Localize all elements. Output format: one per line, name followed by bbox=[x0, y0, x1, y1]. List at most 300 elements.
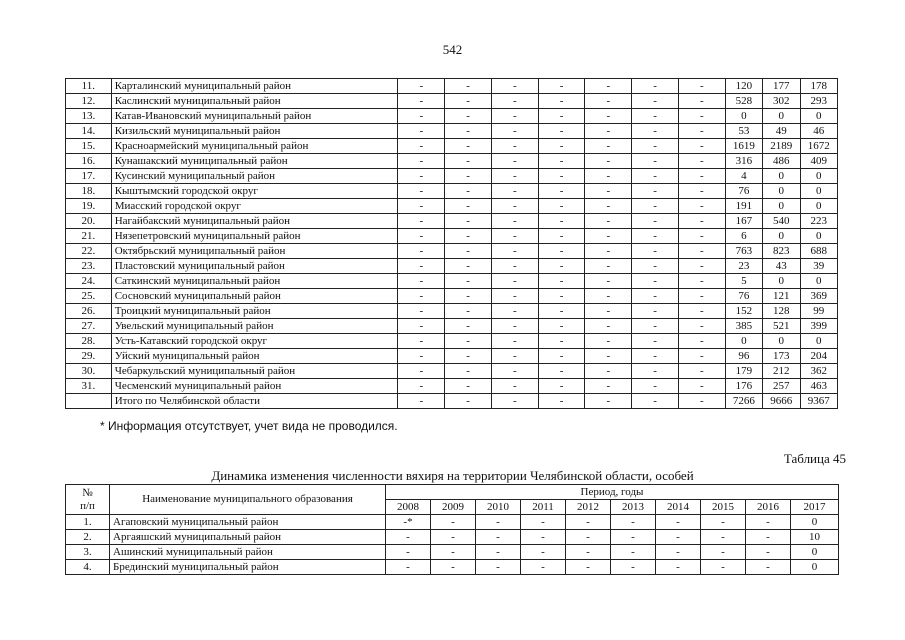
value-cell: - bbox=[678, 304, 725, 319]
value-cell: - bbox=[678, 319, 725, 334]
value-cell: - bbox=[678, 244, 725, 259]
value-cell: 0 bbox=[763, 199, 800, 214]
value-cell: - bbox=[431, 515, 476, 530]
value-cell: 0 bbox=[763, 184, 800, 199]
value-cell: 0 bbox=[791, 545, 839, 560]
municipality-name: Итого по Челябинской области bbox=[111, 394, 398, 409]
value-cell: - bbox=[386, 545, 431, 560]
value-cell: - bbox=[611, 530, 656, 545]
value-cell: - bbox=[632, 379, 679, 394]
value-cell: - bbox=[445, 184, 492, 199]
value-cell: - bbox=[678, 154, 725, 169]
value-cell: - bbox=[632, 334, 679, 349]
value-cell: - bbox=[445, 79, 492, 94]
value-cell: - bbox=[611, 560, 656, 575]
value-cell: 167 bbox=[725, 214, 762, 229]
row-number: 3. bbox=[66, 545, 110, 560]
value-cell: - bbox=[398, 94, 445, 109]
municipality-name: Усть-Катавский городской округ bbox=[111, 334, 398, 349]
row-number: 18. bbox=[66, 184, 112, 199]
value-cell: - bbox=[585, 259, 632, 274]
municipality-name: Брединский муниципальный район bbox=[110, 560, 386, 575]
value-cell: - bbox=[678, 139, 725, 154]
year-header: 2012 bbox=[566, 500, 611, 515]
value-cell: 0 bbox=[800, 199, 838, 214]
table-row bbox=[66, 184, 838, 199]
value-cell: - bbox=[678, 379, 725, 394]
value-cell: - bbox=[476, 515, 521, 530]
table-row bbox=[66, 289, 838, 304]
value-cell: - bbox=[445, 169, 492, 184]
value-cell: 688 bbox=[800, 244, 838, 259]
value-cell: - bbox=[566, 515, 611, 530]
value-cell: - bbox=[521, 545, 566, 560]
table-row bbox=[66, 154, 838, 169]
row-number: 23. bbox=[66, 259, 112, 274]
value-cell: 121 bbox=[763, 289, 800, 304]
value-cell: - bbox=[398, 214, 445, 229]
value-cell: 0 bbox=[800, 109, 838, 124]
row-number: 31. bbox=[66, 379, 112, 394]
value-cell: - bbox=[445, 259, 492, 274]
row-number: 27. bbox=[66, 319, 112, 334]
row-number: 2. bbox=[66, 530, 110, 545]
population-table-continued bbox=[65, 78, 838, 409]
value-cell: 212 bbox=[763, 364, 800, 379]
year-header: 2010 bbox=[476, 500, 521, 515]
table-row bbox=[66, 169, 838, 184]
value-cell: - bbox=[445, 304, 492, 319]
table-row bbox=[66, 515, 839, 530]
value-cell: - bbox=[491, 349, 538, 364]
value-cell: - bbox=[445, 274, 492, 289]
value-cell: - bbox=[746, 515, 791, 530]
value-cell: - bbox=[491, 109, 538, 124]
value-cell: - bbox=[632, 139, 679, 154]
value-cell: - bbox=[585, 109, 632, 124]
value-cell: - bbox=[678, 289, 725, 304]
value-cell: - bbox=[398, 244, 445, 259]
value-cell: - bbox=[566, 560, 611, 575]
value-cell: - bbox=[491, 364, 538, 379]
value-cell: - bbox=[611, 515, 656, 530]
value-cell: 369 bbox=[800, 289, 838, 304]
value-cell: - bbox=[445, 199, 492, 214]
value-cell: - bbox=[611, 545, 656, 560]
value-cell: - bbox=[431, 530, 476, 545]
value-cell: 0 bbox=[791, 515, 839, 530]
value-cell: 257 bbox=[763, 379, 800, 394]
row-number: 14. bbox=[66, 124, 112, 139]
value-cell: 39 bbox=[800, 259, 838, 274]
row-number: 24. bbox=[66, 274, 112, 289]
value-cell: - bbox=[445, 244, 492, 259]
value-cell: 0 bbox=[791, 560, 839, 575]
value-cell: - bbox=[678, 229, 725, 244]
municipality-name: Кунашакский муниципальный район bbox=[111, 154, 398, 169]
value-cell: - bbox=[445, 154, 492, 169]
value-cell: - bbox=[585, 139, 632, 154]
table-row bbox=[66, 214, 838, 229]
municipality-name: Нязепетровский муниципальный район bbox=[111, 229, 398, 244]
value-cell: - bbox=[585, 229, 632, 244]
municipality-name: Пластовский муниципальный район bbox=[111, 259, 398, 274]
value-cell: - bbox=[656, 560, 701, 575]
year-header: 2013 bbox=[611, 500, 656, 515]
value-cell: - bbox=[491, 229, 538, 244]
value-cell: - bbox=[746, 545, 791, 560]
wood-pigeon-table bbox=[65, 484, 839, 575]
table-row bbox=[66, 304, 838, 319]
value-cell: - bbox=[746, 530, 791, 545]
value-cell: 178 bbox=[800, 79, 838, 94]
value-cell: 302 bbox=[763, 94, 800, 109]
value-cell: - bbox=[585, 334, 632, 349]
value-cell: - bbox=[566, 530, 611, 545]
value-cell: - bbox=[678, 364, 725, 379]
year-header: 2017 bbox=[791, 500, 839, 515]
value-cell: - bbox=[476, 560, 521, 575]
value-cell: - bbox=[701, 530, 746, 545]
value-cell: 0 bbox=[763, 229, 800, 244]
value-cell: - bbox=[398, 259, 445, 274]
value-cell: 173 bbox=[763, 349, 800, 364]
value-cell: 0 bbox=[800, 184, 838, 199]
value-cell: - bbox=[538, 379, 585, 394]
value-cell: 120 bbox=[725, 79, 762, 94]
municipality-name: Октябрьский муниципальный район bbox=[111, 244, 398, 259]
value-cell: - bbox=[445, 214, 492, 229]
value-cell: - bbox=[538, 124, 585, 139]
value-cell: - bbox=[678, 274, 725, 289]
value-cell: - bbox=[538, 334, 585, 349]
value-cell: 10 bbox=[791, 530, 839, 545]
value-cell: - bbox=[386, 560, 431, 575]
value-cell: - bbox=[585, 304, 632, 319]
value-cell: - bbox=[538, 199, 585, 214]
value-cell: - bbox=[521, 530, 566, 545]
table-row bbox=[66, 379, 838, 394]
value-cell: 2189 bbox=[763, 139, 800, 154]
value-cell: 521 bbox=[763, 319, 800, 334]
value-cell: 0 bbox=[763, 334, 800, 349]
value-cell: - bbox=[386, 530, 431, 545]
value-cell: - bbox=[632, 199, 679, 214]
value-cell: 528 bbox=[725, 94, 762, 109]
value-cell: - bbox=[632, 154, 679, 169]
value-cell: - bbox=[445, 364, 492, 379]
value-cell: - bbox=[632, 229, 679, 244]
value-cell: 53 bbox=[725, 124, 762, 139]
value-cell: 0 bbox=[763, 109, 800, 124]
value-cell: - bbox=[491, 124, 538, 139]
value-cell: - bbox=[632, 319, 679, 334]
table-row bbox=[66, 394, 838, 409]
value-cell: - bbox=[701, 515, 746, 530]
value-cell: 9367 bbox=[800, 394, 838, 409]
value-cell: - bbox=[678, 169, 725, 184]
municipality-name: Увельский муниципальный район bbox=[111, 319, 398, 334]
value-cell: - bbox=[585, 394, 632, 409]
municipality-name: Чебаркульский муниципальный район bbox=[111, 364, 398, 379]
municipality-name: Каслинский муниципальный район bbox=[111, 94, 398, 109]
row-number: 25. bbox=[66, 289, 112, 304]
value-cell: - bbox=[491, 334, 538, 349]
value-cell: - bbox=[585, 94, 632, 109]
value-cell: - bbox=[632, 79, 679, 94]
value-cell: - bbox=[538, 244, 585, 259]
value-cell: - bbox=[632, 244, 679, 259]
row-number: 28. bbox=[66, 334, 112, 349]
municipality-name: Нагайбакский муниципальный район bbox=[111, 214, 398, 229]
value-cell: - bbox=[398, 124, 445, 139]
table-row bbox=[66, 334, 838, 349]
table-title: Динамика изменения численности вяхиря на территории Челябинской области, особей bbox=[211, 468, 694, 483]
value-cell: - bbox=[538, 184, 585, 199]
value-cell: - bbox=[585, 124, 632, 139]
value-cell: - bbox=[491, 169, 538, 184]
row-number: 21. bbox=[66, 229, 112, 244]
value-cell: 463 bbox=[800, 379, 838, 394]
municipality-name: Саткинский муниципальный район bbox=[111, 274, 398, 289]
value-cell: - bbox=[538, 364, 585, 379]
table-row bbox=[66, 94, 838, 109]
value-cell: - bbox=[678, 79, 725, 94]
value-cell: - bbox=[538, 139, 585, 154]
value-cell: 43 bbox=[763, 259, 800, 274]
value-cell: - bbox=[632, 169, 679, 184]
value-cell: - bbox=[585, 289, 632, 304]
value-cell: - bbox=[632, 349, 679, 364]
value-cell: - bbox=[585, 274, 632, 289]
row-number: 4. bbox=[66, 560, 110, 575]
value-cell: -* bbox=[386, 515, 431, 530]
value-cell: - bbox=[538, 349, 585, 364]
municipality-name: Троицкий муниципальный район bbox=[111, 304, 398, 319]
year-header: 2008 bbox=[386, 500, 431, 515]
value-cell: 0 bbox=[725, 334, 762, 349]
value-cell: - bbox=[566, 545, 611, 560]
value-cell: - bbox=[491, 154, 538, 169]
value-cell: - bbox=[491, 79, 538, 94]
value-cell: - bbox=[491, 199, 538, 214]
value-cell: - bbox=[398, 169, 445, 184]
municipality-name: Уйский муниципальный район bbox=[111, 349, 398, 364]
value-cell: - bbox=[491, 94, 538, 109]
value-cell: - bbox=[585, 244, 632, 259]
value-cell: - bbox=[491, 214, 538, 229]
table-row bbox=[66, 560, 839, 575]
value-cell: - bbox=[398, 379, 445, 394]
value-cell: 486 bbox=[763, 154, 800, 169]
value-cell: - bbox=[632, 274, 679, 289]
table-row bbox=[66, 545, 839, 560]
table-row bbox=[66, 530, 839, 545]
value-cell: - bbox=[585, 214, 632, 229]
value-cell: - bbox=[521, 560, 566, 575]
value-cell: 0 bbox=[800, 169, 838, 184]
value-cell: - bbox=[585, 349, 632, 364]
value-cell: 76 bbox=[725, 289, 762, 304]
value-cell: - bbox=[445, 109, 492, 124]
value-cell: - bbox=[431, 545, 476, 560]
value-cell: - bbox=[678, 349, 725, 364]
value-cell: - bbox=[398, 319, 445, 334]
value-cell: - bbox=[491, 394, 538, 409]
value-cell: 191 bbox=[725, 199, 762, 214]
value-cell: - bbox=[656, 515, 701, 530]
value-cell: - bbox=[398, 229, 445, 244]
municipality-name: Аргаяшский муниципальный район bbox=[110, 530, 386, 545]
value-cell: 409 bbox=[800, 154, 838, 169]
value-cell: - bbox=[632, 124, 679, 139]
value-cell: 293 bbox=[800, 94, 838, 109]
value-cell: - bbox=[538, 79, 585, 94]
value-cell: 0 bbox=[725, 109, 762, 124]
value-cell: - bbox=[491, 139, 538, 154]
value-cell: - bbox=[538, 259, 585, 274]
row-number: 30. bbox=[66, 364, 112, 379]
table-row bbox=[66, 274, 838, 289]
row-number: 15. bbox=[66, 139, 112, 154]
value-cell: - bbox=[585, 364, 632, 379]
value-cell: - bbox=[632, 289, 679, 304]
page-number: 542 bbox=[442, 42, 463, 57]
row-number: 13. bbox=[66, 109, 112, 124]
value-cell: 99 bbox=[800, 304, 838, 319]
value-cell: - bbox=[398, 364, 445, 379]
value-cell: - bbox=[538, 169, 585, 184]
value-cell: - bbox=[398, 184, 445, 199]
value-cell: 5 bbox=[725, 274, 762, 289]
value-cell: 177 bbox=[763, 79, 800, 94]
value-cell: - bbox=[398, 199, 445, 214]
value-cell: - bbox=[491, 244, 538, 259]
value-cell: 128 bbox=[763, 304, 800, 319]
municipality-name: Катав-Ивановский муниципальный район bbox=[111, 109, 398, 124]
value-cell: - bbox=[491, 274, 538, 289]
value-cell: 0 bbox=[763, 274, 800, 289]
value-cell: - bbox=[398, 154, 445, 169]
municipality-name: Миасский городской округ bbox=[111, 199, 398, 214]
table-row bbox=[66, 199, 838, 214]
value-cell: - bbox=[398, 304, 445, 319]
value-cell: 763 bbox=[725, 244, 762, 259]
value-cell: - bbox=[632, 364, 679, 379]
value-cell: - bbox=[632, 214, 679, 229]
value-cell: - bbox=[678, 214, 725, 229]
value-cell: 316 bbox=[725, 154, 762, 169]
row-number: 12. bbox=[66, 94, 112, 109]
value-cell: 0 bbox=[800, 334, 838, 349]
value-cell: - bbox=[538, 94, 585, 109]
value-cell: - bbox=[476, 545, 521, 560]
value-cell: - bbox=[538, 274, 585, 289]
value-cell: - bbox=[445, 394, 492, 409]
value-cell: - bbox=[445, 139, 492, 154]
municipality-name: Кизильский муниципальный район bbox=[111, 124, 398, 139]
value-cell: 0 bbox=[763, 169, 800, 184]
value-cell: 6 bbox=[725, 229, 762, 244]
value-cell: 46 bbox=[800, 124, 838, 139]
value-cell: - bbox=[701, 560, 746, 575]
value-cell: - bbox=[632, 394, 679, 409]
value-cell: 204 bbox=[800, 349, 838, 364]
value-cell: 399 bbox=[800, 319, 838, 334]
value-cell: - bbox=[538, 229, 585, 244]
value-cell: - bbox=[398, 289, 445, 304]
table-row bbox=[66, 124, 838, 139]
value-cell: - bbox=[678, 334, 725, 349]
value-cell: 9666 bbox=[763, 394, 800, 409]
row-number: 26. bbox=[66, 304, 112, 319]
value-cell: - bbox=[476, 530, 521, 545]
row-number: 11. bbox=[66, 79, 112, 94]
year-header: 2015 bbox=[701, 500, 746, 515]
value-cell: 385 bbox=[725, 319, 762, 334]
value-cell: - bbox=[398, 334, 445, 349]
table-row bbox=[66, 364, 838, 379]
value-cell: - bbox=[491, 184, 538, 199]
value-cell: - bbox=[678, 394, 725, 409]
value-cell: - bbox=[398, 349, 445, 364]
value-cell: - bbox=[445, 229, 492, 244]
municipality-name: Красноармейский муниципальный район bbox=[111, 139, 398, 154]
value-cell: - bbox=[585, 319, 632, 334]
value-cell: - bbox=[678, 184, 725, 199]
value-cell: - bbox=[585, 154, 632, 169]
header-period: Период, годы bbox=[386, 485, 839, 500]
value-cell: - bbox=[445, 94, 492, 109]
value-cell: 7266 bbox=[725, 394, 762, 409]
value-cell: - bbox=[538, 214, 585, 229]
table-row bbox=[66, 349, 838, 364]
value-cell: 76 bbox=[725, 184, 762, 199]
row-number: 20. bbox=[66, 214, 112, 229]
header-name: Наименование муниципального образования bbox=[110, 485, 386, 515]
value-cell: - bbox=[521, 515, 566, 530]
value-cell: - bbox=[678, 109, 725, 124]
value-cell: - bbox=[585, 184, 632, 199]
value-cell: - bbox=[585, 169, 632, 184]
value-cell: 0 bbox=[800, 229, 838, 244]
municipality-name: Ашинский муниципальный район bbox=[110, 545, 386, 560]
value-cell: - bbox=[678, 199, 725, 214]
value-cell: 179 bbox=[725, 364, 762, 379]
row-number: 1. bbox=[66, 515, 110, 530]
table-row bbox=[66, 229, 838, 244]
value-cell: 49 bbox=[763, 124, 800, 139]
value-cell: - bbox=[491, 379, 538, 394]
value-cell: 152 bbox=[725, 304, 762, 319]
value-cell: - bbox=[431, 560, 476, 575]
year-header: 2011 bbox=[521, 500, 566, 515]
municipality-name: Агаповский муниципальный район bbox=[110, 515, 386, 530]
table-row bbox=[66, 79, 838, 94]
value-cell: - bbox=[538, 319, 585, 334]
value-cell: - bbox=[491, 259, 538, 274]
value-cell: - bbox=[678, 124, 725, 139]
row-number bbox=[66, 394, 112, 409]
municipality-name: Чесменский муниципальный район bbox=[111, 379, 398, 394]
table-row bbox=[66, 259, 838, 274]
value-cell: - bbox=[632, 259, 679, 274]
value-cell: 96 bbox=[725, 349, 762, 364]
value-cell: 1619 bbox=[725, 139, 762, 154]
value-cell: - bbox=[538, 304, 585, 319]
value-cell: - bbox=[585, 199, 632, 214]
year-header: 2009 bbox=[431, 500, 476, 515]
